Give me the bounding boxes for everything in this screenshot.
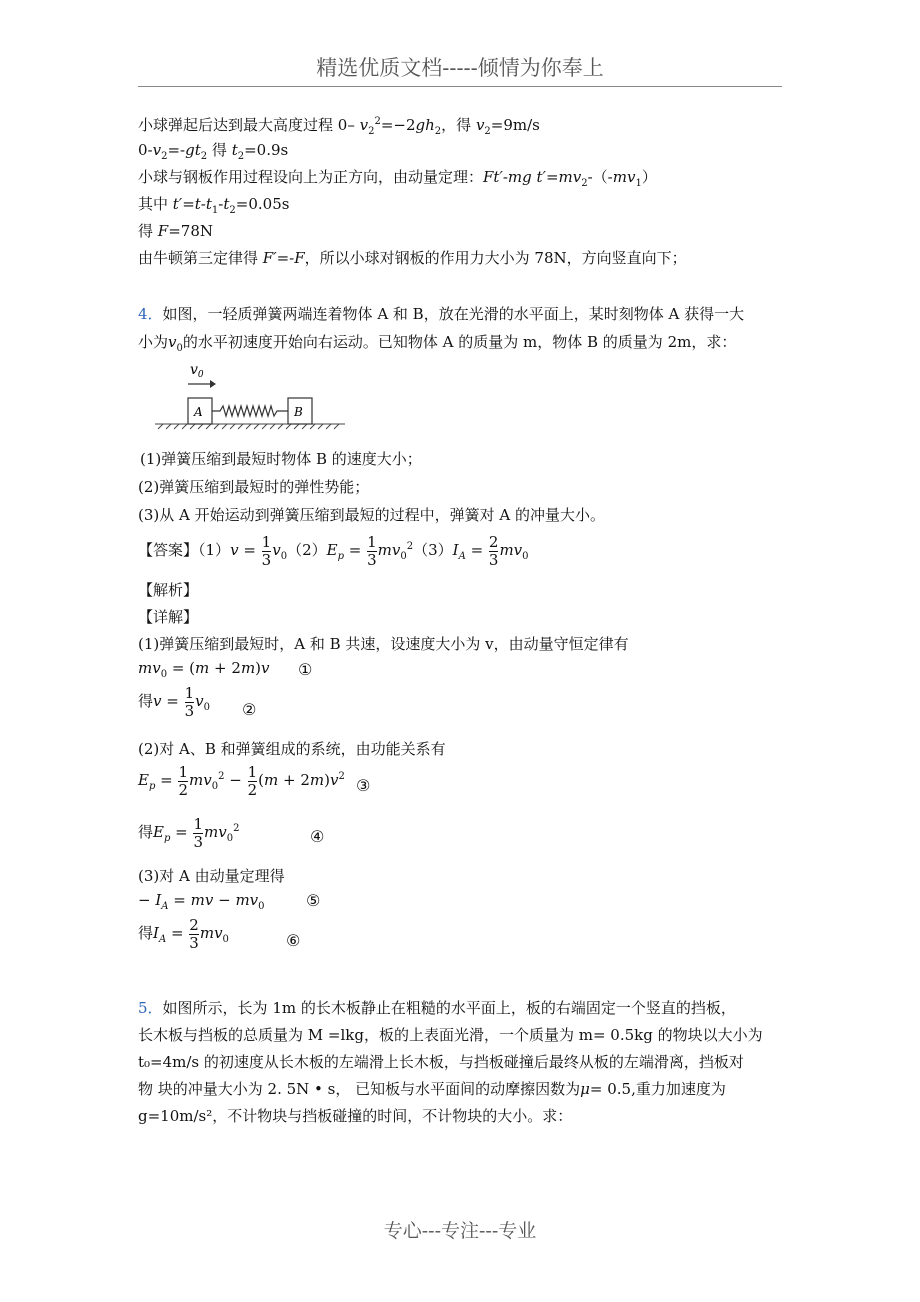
detail-2-text: (2)对 A、B 和弹簧组成的系统，由功能关系有 xyxy=(138,740,446,758)
circle-1: ① xyxy=(298,660,313,679)
q4-answer: 【答案】（1）v = $\frac{1}{3}$ $v_0(2)E_p$ = $\frac{1}{3}$ $mv_0^2(3)I_A$ = $\frac{2}{3}$ $mv_0$ xyxy=(138,532,529,569)
page-footer: 专心---专注---专业 xyxy=(383,1220,537,1242)
q4-sub-3: (3)从 A 开始运动到弹簧压缩到最短的过程中，弹簧对 A 的冲量大小。 xyxy=(138,506,605,524)
ground-hatching xyxy=(155,424,345,429)
q4-sub-2: (2)弹簧压缩到最短时的弹性势能； xyxy=(138,478,370,496)
analysis-label: 【解析】 xyxy=(138,581,199,599)
prev-line-6: 由牛顿第三定律得 F′=-F，所以小球对钢板的作用力大小为 78N，方向竖直向下； xyxy=(138,249,687,267)
q4-stem-line-1: 4．如图，一轻质弹簧两端连着物体 A 和 B，放在光滑的水平面上，某时刻物体 A 获得一大 xyxy=(138,305,745,323)
q5-line-3: t₀=4m/s 的初速度从长木板的左端滑上长木板，与挡板碰撞后最终从板的左端滑离，挡板对 xyxy=(138,1053,744,1071)
eq-4: 得$E_p$ = $\frac{1}{3}$ $mv_0^2$ xyxy=(138,814,240,851)
q4-sub-1: (1)弹簧压缩到最短时物体 B 的速度大小； xyxy=(140,450,422,468)
page-header: 精选优质文档-----倾情为你奉上 xyxy=(138,52,782,87)
q5-line-5: g=10m/s²，不计物块与挡板碰撞的时间，不计物块的大小。求： xyxy=(138,1107,573,1125)
q4-stem-line-2: 小为$v_0$的水平初速度开始向右运动。已知物体 A 的质量为 m，物体 B 的质量为 2m，求： xyxy=(138,333,737,354)
circle-5: ⑤ xyxy=(306,891,321,910)
detail-label: 【详解】 xyxy=(138,608,199,626)
eq-3: $E_p$ = $\frac{1}{2}$ $mv_0^2$ − $\frac{1}{2}$ $(m + 2m)v^2$ xyxy=(138,762,345,799)
detail-1-text: (1)弹簧压缩到最短时，A 和 B 共速，设速度大小为 v，由动量守恒定律有 xyxy=(138,635,629,653)
prev-line-5: 得 F=78N xyxy=(138,222,213,240)
q5-line-4: 物 块的冲量大小为 2. 5N • s， 已知板与水平面间的动摩擦因数为μ= 0.5,重力加速度为 xyxy=(138,1080,726,1098)
q5-line-1: 5．如图所示，长为 1m 的长木板静止在粗糙的水平面上，板的右端固定一个竖直的挡板， xyxy=(138,999,736,1017)
circle-6: ⑥ xyxy=(286,931,301,950)
circle-3: ③ xyxy=(356,776,371,795)
label-v0: $v_0$ xyxy=(190,362,204,380)
prev-line-1: 小球弹起后达到最大高度过程 0– $v_2^2=-2gh_2$，得 $v_2=9m/s$ xyxy=(138,116,540,137)
circle-2: ② xyxy=(242,700,257,719)
prev-line-4: 其中 $t'=t-t_1-t_2=0.05s$ xyxy=(138,195,290,216)
label-a: A xyxy=(194,405,203,419)
q4-figure xyxy=(150,356,350,438)
q4-number: 4． xyxy=(138,305,163,323)
detail-3-text: (3)对 A 由动量定理得 xyxy=(138,867,285,885)
eq-6: 得$I_A$ = $\frac{2}{3}$ $mv_0$ xyxy=(138,915,229,952)
label-b: B xyxy=(294,405,303,419)
prev-line-3: 小球与钢板作用过程设向上为正方向，由动量定理：Ft′-mg $t'=mv_2-(-mv_1)$ xyxy=(138,168,657,189)
eq-5: − $I_A$ = mv − $mv_0$ xyxy=(138,891,265,912)
eq-2: 得v = $\frac{1}{3}$ $v_0$ xyxy=(138,683,211,720)
prev-line-2: $0-v_2=-gt_2$ 得 $t_2=0.9s$ xyxy=(138,141,289,162)
q5-line-2: 长木板与挡板的总质量为 M =lkg，板的上表面光滑，一个质量为 m= 0.5kg 的物块以大小为 xyxy=(138,1026,763,1044)
arrow-head-icon xyxy=(210,380,216,388)
eq-1: $mv_0 = (m + 2m)v$ xyxy=(138,659,270,680)
circle-4: ④ xyxy=(310,827,325,846)
spring xyxy=(212,406,288,416)
q5-number: 5． xyxy=(138,999,163,1017)
